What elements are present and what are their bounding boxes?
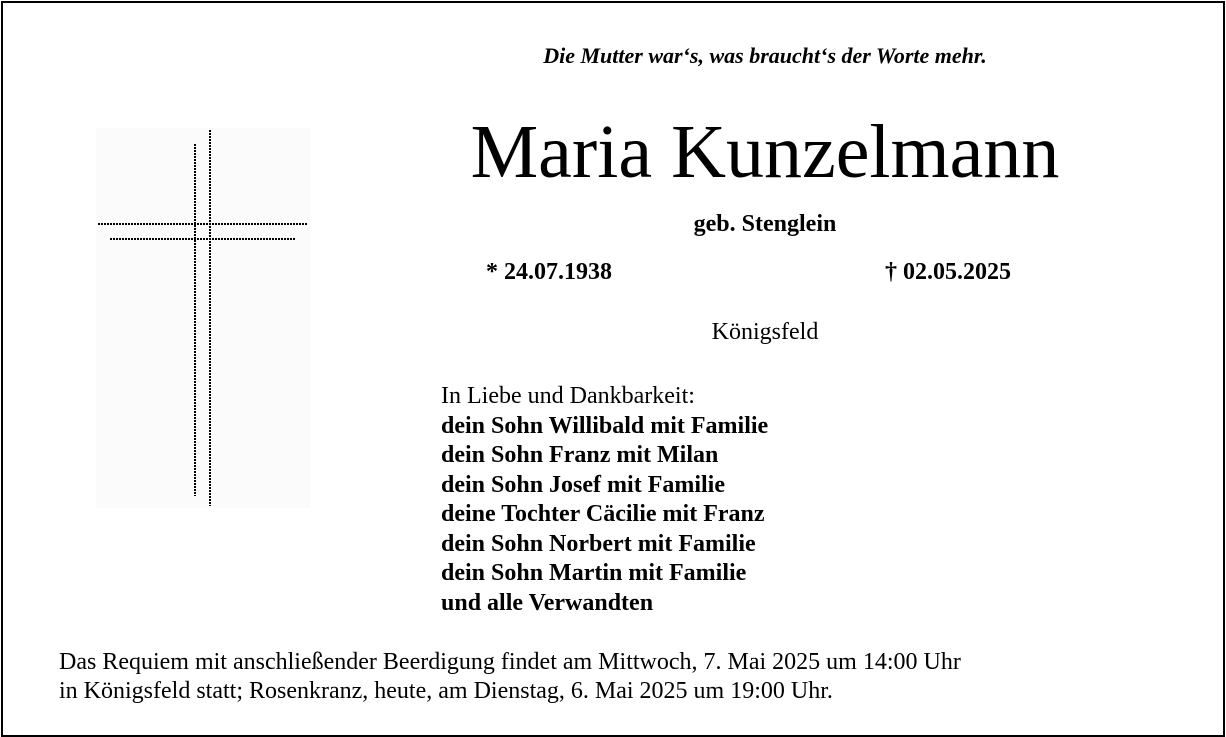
mourners-intro: In Liebe und Dankbarkeit: — [441, 383, 695, 409]
maiden-name: geb. Stenglein — [693, 211, 837, 237]
motto: Die Mutter war‘s, was braucht‘s der Worte mehr. — [543, 43, 987, 68]
mourner-line: deine Tochter Cäcilie mit Franz — [441, 501, 765, 527]
mourner-line: dein Sohn Willibald mit Familie — [441, 412, 769, 439]
death-date: † 02.05.2025 — [885, 259, 1011, 285]
deceased-name: Maria Kunzelmann — [470, 110, 1060, 194]
mourners-list — [441, 382, 1041, 618]
mourner-line: dein Sohn Norbert mit Familie — [441, 530, 756, 557]
birth-date: * 24.07.1938 — [486, 259, 612, 285]
cross-icon — [96, 128, 310, 508]
mourner-line: dein Sohn Franz mit Milan — [441, 442, 719, 468]
mourner-line: dein Sohn Martin mit Familie — [441, 560, 747, 586]
service-line: Das Requiem mit anschließender Beerdigung findet am Mittwoch, 7. Mai 2025 um 14:00 Uhr — [59, 649, 961, 675]
service-info — [59, 648, 1209, 706]
place-name: Königsfeld — [711, 319, 819, 345]
mourner-line: dein Sohn Josef mit Familie — [441, 471, 726, 498]
mourner-line: und alle Verwandten — [441, 589, 654, 616]
service-line: in Königsfeld statt; Rosenkranz, heute, am Dienstag, 6. Mai 2025 um 19:00 Uhr. — [59, 678, 833, 704]
